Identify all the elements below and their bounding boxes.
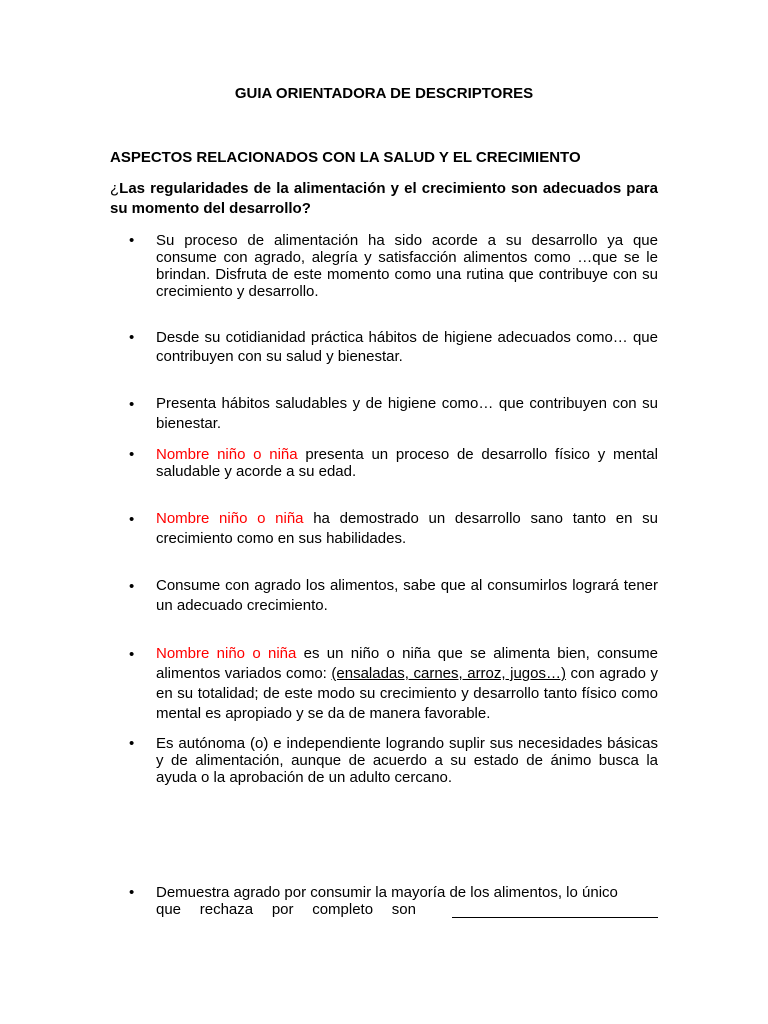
descriptor-item-4 (156, 446, 658, 480)
bullet-icon: • (129, 646, 135, 663)
descriptor-item-9-text: Demuestra agrado por consumir la mayoría de los alimentos, lo único (156, 884, 618, 901)
question-opening-mark: ¿ (110, 180, 120, 197)
descriptor-item-9-last-line (156, 901, 658, 918)
descriptor-item-1: Su proceso de alimentación ha sido acorde a su desarrollo ya que consume con agrado, alegría y satisfacción alimentos como …que se le brindan. Disfruta de este momento como una rutina que contribuye con su crecimiento y desarrollo. (156, 232, 658, 300)
section-heading: ASPECTOS RELACIONADOS CON LA SALUD Y EL CRECIMIENTO (110, 149, 581, 166)
descriptor-item-9-last-words (156, 901, 416, 918)
child-name-placeholder: Nombre niño o niña (156, 446, 298, 463)
descriptor-item-6: Consume con agrado los alimentos, sabe que al consumirlos logrará tener un adecuado crecimiento. (156, 577, 658, 614)
bullet-icon: • (129, 735, 135, 752)
question-text: Las regularidades de la alimentación y el crecimiento son adecuados para su momento del desarrollo? (110, 180, 658, 217)
descriptor-item-7-text-b: con agrado y en su totalidad; de este modo su crecimiento y desarrollo tanto físico como mental es apropiado y se da de manera favorable. (156, 665, 658, 722)
bullet-icon: • (129, 578, 135, 595)
descriptor-item-2: Desde su cotidianidad práctica hábitos de higiene adecuados como… que contribuyen con su salud y bienestar. (156, 329, 658, 365)
descriptor-item-7 (156, 644, 658, 724)
descriptor-item-4-text: presenta un proceso de desarrollo físico y mental saludable y acorde a su edad. (156, 446, 658, 480)
word: completo (312, 901, 374, 918)
bullet-icon: • (129, 446, 135, 463)
food-examples: (ensaladas, carnes, arroz, jugos…) (331, 665, 566, 682)
child-name-placeholder: Nombre niño o niña (156, 645, 297, 662)
word: por (271, 901, 294, 918)
bullet-icon: • (129, 329, 135, 346)
descriptor-item-5-text: ha demostrado un desarrollo sano tanto en su crecimiento como en sus habilidades. (156, 510, 658, 547)
descriptor-item-7-text-a: es un niño o niña que se alimenta bien, consume alimentos variados como: (156, 645, 658, 682)
bullet-icon: • (129, 511, 135, 528)
bullet-icon: • (129, 884, 135, 901)
descriptor-item-3: Presenta hábitos saludables y de higiene como… que contribuyen con su bienestar. (156, 395, 658, 432)
word: rechaza (199, 901, 254, 918)
word: son (391, 901, 416, 918)
child-name-placeholder: Nombre niño o niña (156, 510, 304, 527)
document-title: GUIA ORIENTADORA DE DESCRIPTORES (234, 85, 534, 102)
descriptor-item-8: Es autónoma (o) e independiente logrando suplir sus necesidades básicas y de alimentación, aunque de acuerdo a su estado de ánimo busca la ayuda o la aprobación de un adulto cercano. (156, 735, 658, 786)
descriptor-item-9 (156, 884, 658, 918)
bullet-icon: • (129, 396, 135, 413)
word: que (156, 901, 182, 918)
bullet-icon: • (129, 232, 135, 249)
guiding-question (110, 179, 658, 219)
blank-answer-line (452, 903, 658, 918)
descriptor-item-5 (156, 509, 658, 549)
